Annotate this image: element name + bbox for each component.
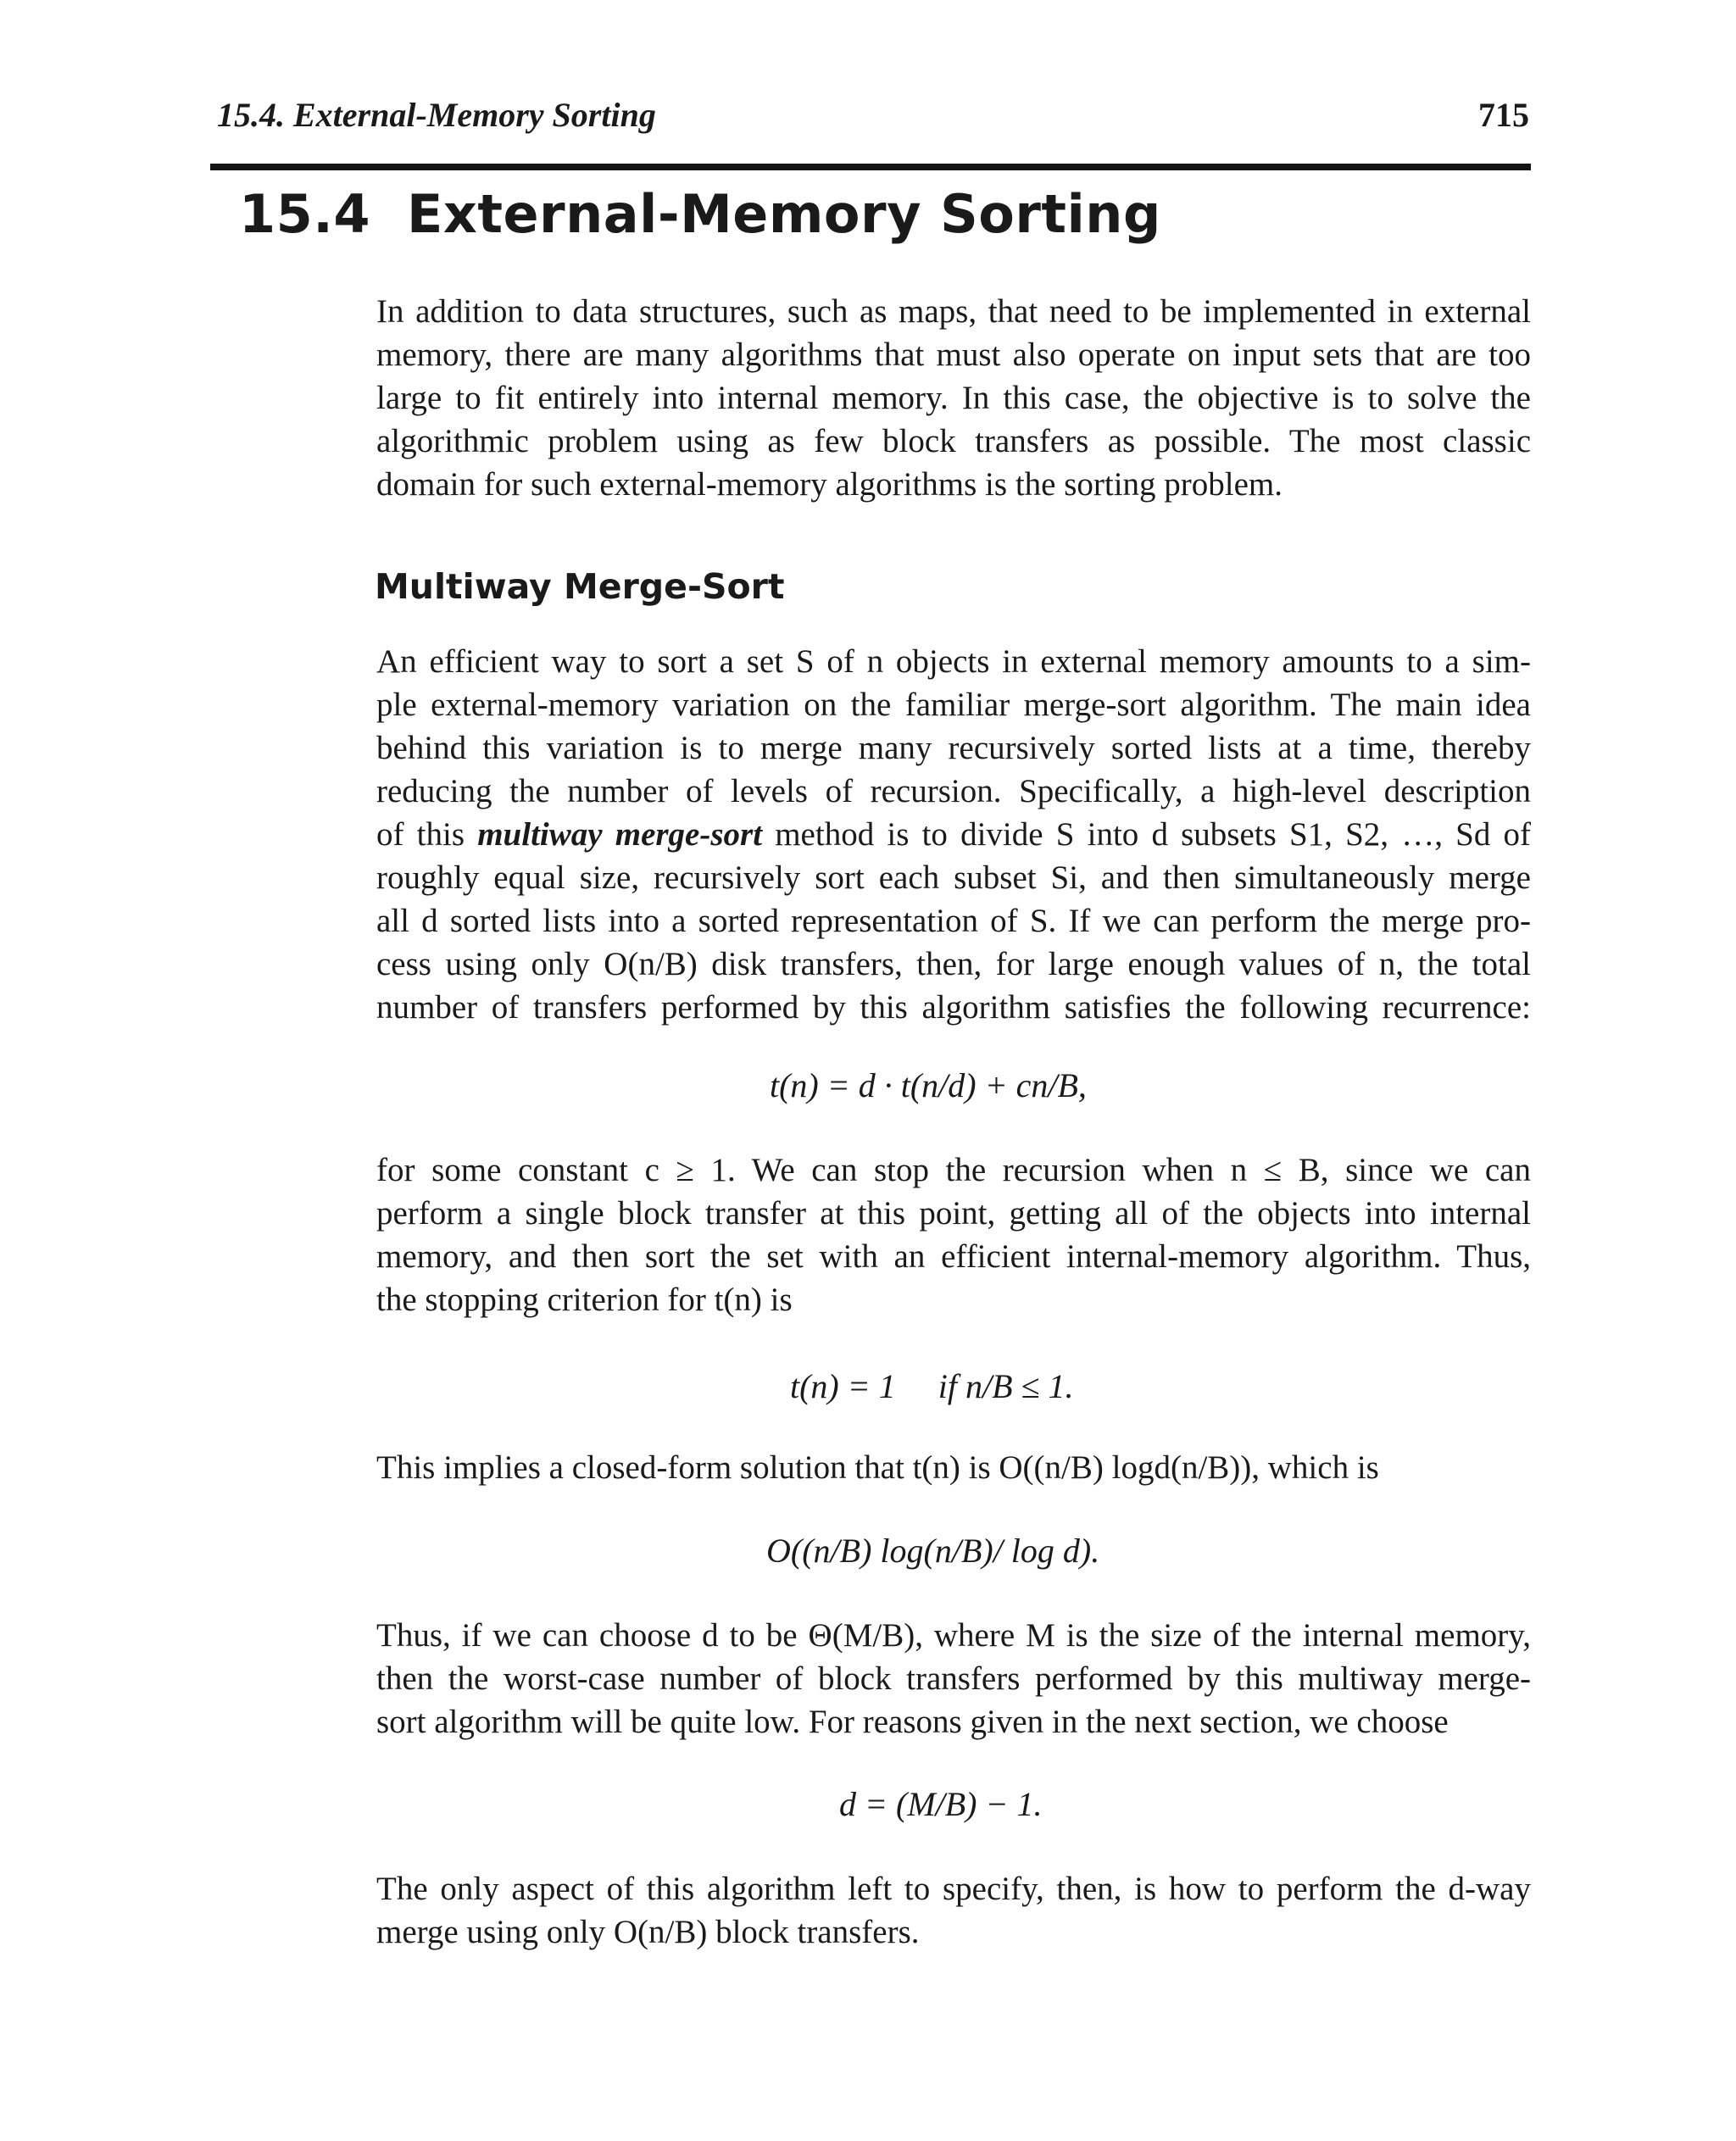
subsection-heading: Multiway Merge-Sort	[375, 566, 785, 607]
text-line: then the worst-case number of block transfers performed by this multiway merge-	[376, 1660, 1531, 1697]
text-line: sort algorithm will be quite low. For reasons given in the next section, we choose	[376, 1704, 1449, 1740]
text-line: large to fit entirely into internal memory. In this case, the objective is to solve the	[376, 380, 1531, 416]
choice-paragraph	[376, 1614, 1531, 1743]
page-number: 715	[1478, 96, 1529, 134]
text-line: cess using only O(n/B) disk transfers, then, for large enough values of n, the total	[376, 946, 1531, 982]
text-line: number of transfers performed by this algorithm satisfies the following recurrence:	[376, 989, 1531, 1026]
text-run: method is to divide S into d subsets S1, S2, …, Sd of	[762, 816, 1531, 853]
closed-form-equation: O((n/B) log(n/B)/ log d).	[766, 1532, 1100, 1570]
running-head-title: 15.4. External-Memory Sorting	[217, 96, 656, 134]
text-line: all d sorted lists into a sorted representation of S. If we can perform the merge pro-	[376, 903, 1531, 939]
header-rule	[210, 164, 1531, 170]
stopping-paragraph	[376, 1148, 1531, 1321]
text-line	[376, 813, 1531, 856]
text-line: algorithmic problem using as few block transfers as possible. The most classic	[376, 423, 1531, 459]
intro-paragraph	[376, 290, 1531, 506]
closed-form-paragraph	[376, 1446, 1531, 1489]
text-line: behind this variation is to merge many recursively sorted lists at a time, thereby	[376, 730, 1531, 766]
text-line: An efficient way to sort a set S of n objects in external memory amounts to a sim-	[376, 643, 1531, 680]
d-choice-equation: d = (M/B) − 1.	[839, 1785, 1043, 1823]
text-line: memory, there are many algorithms that must also operate on input sets that are too	[376, 336, 1531, 373]
text-line: In addition to data structures, such as maps, that need to be implemented in external	[376, 293, 1531, 330]
defined-term: multiway merge-sort	[477, 816, 763, 853]
text-line: the stopping criterion for t(n) is	[376, 1282, 793, 1318]
text-line: merge using only O(n/B) block transfers.	[376, 1914, 920, 1950]
stopping-equation: t(n) = 1 if n/B ≤ 1.	[790, 1367, 1074, 1405]
section-title: External-Memory Sorting	[407, 183, 1161, 245]
text-line: Thus, if we can choose d to be Θ(M/B), where M is the size of the internal memory,	[376, 1617, 1531, 1654]
text-line: This implies a closed-form solution that t(n) is O((n/B) logd(n/B)), which is	[376, 1449, 1379, 1486]
text-line: for some constant c ≥ 1. We can stop the recursion when n ≤ B, since we can	[376, 1152, 1531, 1188]
recurrence-equation: t(n) = d · t(n/d) + cn/B,	[770, 1066, 1087, 1104]
merge-sort-paragraph	[376, 640, 1531, 1029]
text-line: The only aspect of this algorithm left to specify, then, is how to perform the d-way	[376, 1871, 1531, 1907]
text-line: perform a single block transfer at this point, getting all of the objects into internal	[376, 1195, 1531, 1232]
final-paragraph	[376, 1867, 1531, 1954]
text-line: memory, and then sort the set with an efficient internal-memory algorithm. Thus,	[376, 1238, 1531, 1275]
text-line: domain for such external-memory algorithms is the sorting problem.	[376, 466, 1283, 503]
text-run: of this	[376, 816, 478, 853]
text-line: ple external-memory variation on the familiar merge-sort algorithm. The main idea	[376, 687, 1531, 723]
running-head	[217, 95, 1529, 146]
section-number: 15.4	[239, 183, 370, 245]
text-line: roughly equal size, recursively sort each subset Si, and then simultaneously merge	[376, 859, 1531, 896]
text-line: reducing the number of levels of recursion. Specifically, a high-level description	[376, 773, 1531, 809]
